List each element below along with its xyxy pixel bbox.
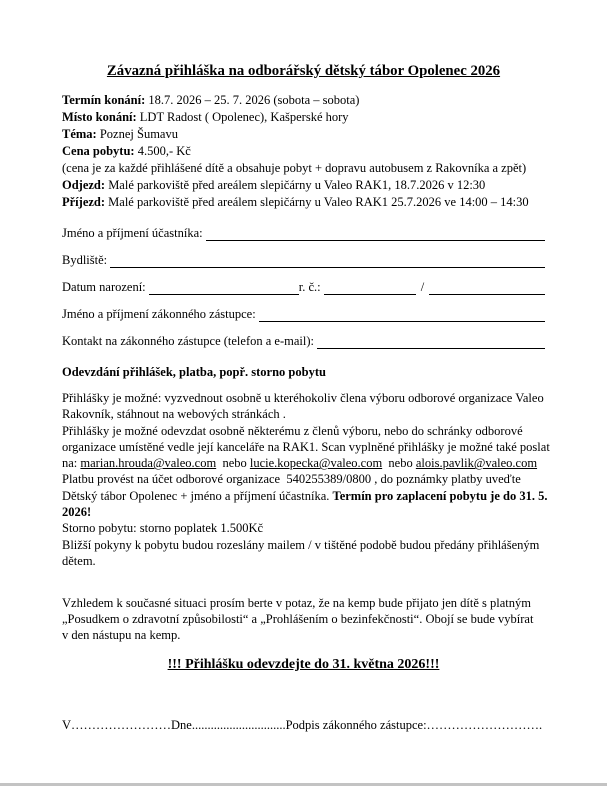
termin-label: Termín konání:	[62, 93, 146, 107]
payment-line	[62, 488, 548, 504]
birthdate-label: Datum narození:	[62, 280, 149, 294]
info-line-odjezd	[62, 177, 545, 194]
email-link-alois-pavlik[interactable]: alois.pavlik@valeo.com	[415, 456, 538, 471]
address-row	[62, 251, 545, 268]
health-note-paragraph	[62, 595, 545, 644]
tema-value: Poznej Šumavu	[96, 127, 178, 141]
submission-line: Rakovník, stáhnout na webových stránkách .	[62, 407, 286, 422]
personal-number-suffix-field-line[interactable]	[429, 281, 545, 295]
blank-line	[62, 569, 545, 585]
prijezd-value: Malé parkoviště před areálem slepičárny u Valeo RAK1 25.7.2026 ve 14:00 – 14:30	[105, 195, 529, 209]
info-line-termin	[62, 92, 545, 109]
personal-number-field-line[interactable]	[324, 281, 416, 295]
tema-label: Téma:	[62, 127, 97, 141]
participant-name-field-line[interactable]	[206, 227, 545, 241]
submission-paragraph	[62, 390, 550, 569]
birthdate-field-line[interactable]	[149, 281, 299, 295]
deadline-heading: !!! Přihlášku odevzdejte do 31. května 2026!!!	[167, 657, 440, 673]
cena-label: Cena pobytu:	[62, 144, 135, 158]
place-dotted-field[interactable]: ……………………	[71, 718, 172, 733]
instructions-line: Bližší pokyny k pobytu budou rozeslány mailem / v tištěné podobě budou předány přihlášeným	[62, 537, 540, 552]
signature-label: Podpis zákonného zástupce:	[285, 718, 427, 733]
emails-separator: nebo	[216, 456, 250, 471]
guardian-contact-label: Kontakt na zákonného zástupce (telefon a e-mail):	[62, 334, 318, 348]
info-line-misto	[62, 109, 545, 126]
document-title: Závazná přihláška na odborářský dětský tábor Opolenec 2026	[106, 63, 501, 79]
signature-dotted-field[interactable]: ……………………….	[426, 718, 543, 733]
termin-value: 18.7. 2026 – 25. 7. 2026 (sobota – sobota)	[145, 93, 360, 107]
section-heading-submission: Odevzdání přihlášek, platba, popř. storno pobytu	[62, 365, 326, 379]
submission-line: Přihlášky je možné odevzdat osobně některému z členů výboru, nebo do schránky odborové	[62, 423, 523, 438]
window-bottom-edge	[0, 783, 607, 786]
odjezd-value: Malé parkoviště před areálem slepičárny u Valeo RAK1, 18.7.2026 v 12:30	[105, 178, 486, 192]
emails-prefix: na:	[62, 456, 81, 471]
payment-deadline-bold: Termín pro zaplacení pobytu je do 31. 5.	[332, 488, 548, 503]
email-link-marian-hrouda[interactable]: marian.hrouda@valeo.com	[80, 456, 217, 471]
participant-name-row	[62, 224, 545, 241]
price-note: (cena je za každé přihlášené dítě a obsahuje pobyt + dopravu autobusem z Rakovníka a zpět)	[62, 161, 527, 175]
guardian-contact-field-line[interactable]	[317, 335, 545, 349]
emails-separator: nebo	[382, 456, 416, 471]
date-label: Dne	[171, 718, 192, 733]
address-field-line[interactable]	[110, 254, 545, 268]
participant-name-label: Jméno a příjmení účastníka:	[62, 226, 206, 240]
guardian-name-row	[62, 305, 545, 322]
submission-line: Přihlášky je možné: vyzvednout osobně u kteréhokoliv člena výboru odborové organizace Valeo	[62, 391, 544, 405]
guardian-name-field-line[interactable]	[259, 308, 545, 322]
address-label: Bydliště:	[62, 253, 111, 267]
misto-label: Místo konání:	[62, 110, 137, 124]
personal-number-label: r. č.:	[298, 280, 324, 294]
odjezd-label: Odjezd:	[62, 178, 106, 192]
payment-text: Dětský tábor Opolenec + jméno a příjmení účastníka.	[62, 488, 333, 503]
instructions-line: dětem.	[62, 553, 96, 568]
guardian-contact-row	[62, 332, 545, 349]
submission-emails-line	[62, 455, 545, 471]
health-note-line: „Posudkem o zdravotní způsobilosti“ a „Prohlášením o bezinfekčnosti“. Obojí se bude vybírat	[62, 611, 534, 626]
signature-row	[62, 717, 545, 734]
email-link-lucie-kopecka[interactable]: lucie.kopecka@valeo.com	[249, 456, 383, 471]
date-dotted-field[interactable]: ..............................	[191, 718, 286, 733]
health-note-line: v den nástupu na kemp.	[62, 628, 181, 643]
info-line-tema	[62, 126, 545, 143]
storno-line: Storno pobytu: storno poplatek 1.500Kč	[62, 521, 264, 536]
cena-value: 4.500,- Kč	[134, 144, 191, 158]
birthdate-row	[62, 278, 545, 295]
guardian-name-label: Jméno a příjmení zákonného zástupce:	[62, 307, 259, 321]
submission-line: organizace umístěné vedle její kanceláře na RAK1. Scan vyplněné přihlášky je možné také poslat	[62, 439, 550, 454]
misto-value: LDT Radost ( Opolenec), Kašperské hory	[136, 110, 349, 124]
payment-line: Platbu provést na účet odborové organizace 540255389/0800 , do poznámky platby uveďte	[62, 472, 521, 487]
place-label: V	[62, 718, 72, 733]
health-note-line: Vzhledem k současné situaci prosím berte v potaz, že na kemp bude přijato jen dítě s platným	[62, 595, 531, 610]
info-line-prijezd	[62, 194, 545, 211]
prijezd-label: Příjezd:	[62, 195, 106, 209]
form-fields-section	[62, 224, 545, 349]
info-line-cena	[62, 143, 545, 160]
payment-deadline-bold-year: 2026!	[62, 505, 92, 520]
personal-number-slash: /	[420, 280, 425, 294]
